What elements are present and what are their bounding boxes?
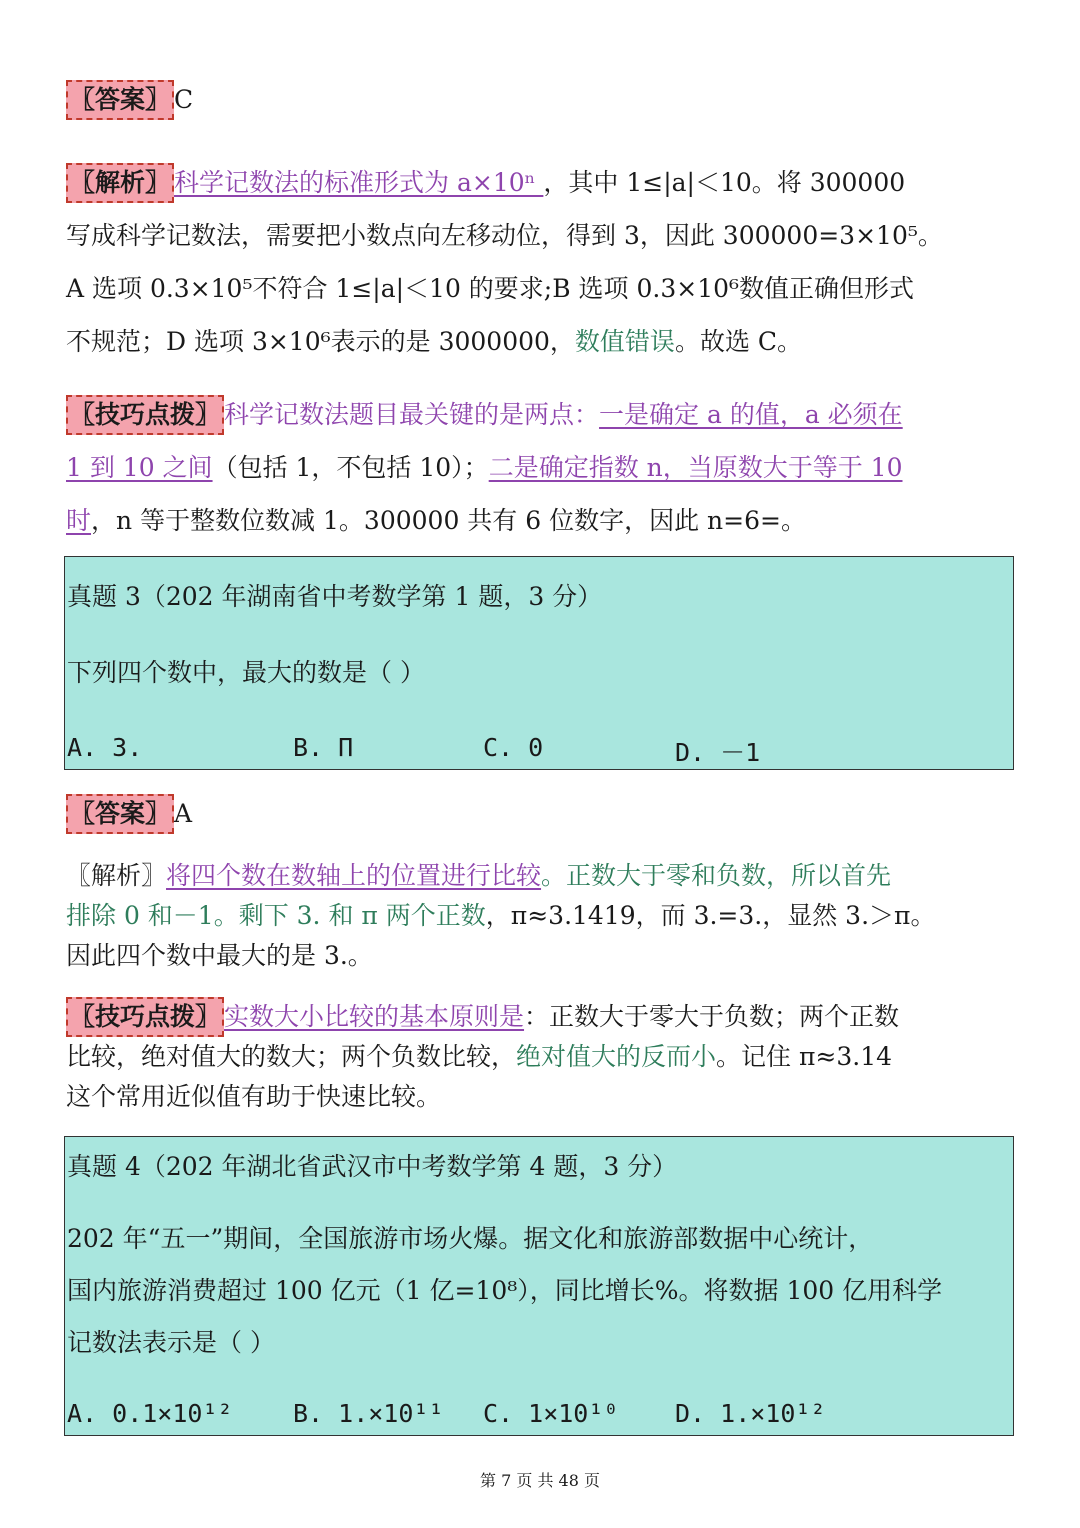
analysis-highlight: 科学记数法的标准形式为 a×10ⁿ [174,168,544,197]
question-box-4 [64,1136,1014,1436]
tip-underline: 时 [66,506,92,535]
answer-line-2 [66,794,1016,834]
question-stem: 记数法表示是（ ） [67,1328,275,1357]
tip-underline: 一是确定 a 的值，a 必须在 [599,400,903,429]
answer-value: C [174,85,194,114]
page-footer: 第 7 页 共 48 页 [480,1471,600,1490]
tip-text: ，n 等于整数位数减 1。300000 共有 6 位数字，因此 n=6=。 [91,506,806,535]
question-stem: 下列四个数中，最大的数是（ ） [67,658,425,687]
tip-text: 比较，绝对值大的数大；两个负数比较， [66,1042,517,1071]
question-title: 真题 3（202 年湖南省中考数学第 1 题，3 分） [67,582,603,611]
analysis-green: 。正数大于零和负数，所以首先 [541,861,892,890]
question-stem: 202 年“五一”期间，全国旅游市场火爆。据文化和旅游部数据中心统计， [67,1224,874,1253]
tip-2 [66,997,1016,1117]
analysis-text: 不规范；D 选项 3×10⁶表示的是 3000000， [66,327,575,356]
tip-tag: 〖技巧点拨〗 [66,395,224,435]
tip-green: 绝对值大的反而小 [516,1042,717,1071]
tip-text: （包括 1，不包括 10）； [212,453,489,482]
option-d: D. 1.×10¹² [675,1399,826,1428]
answer-tag: 〖答案〗 [66,80,174,120]
analysis-green: 数值错误 [574,327,675,356]
analysis-text: 因此四个数中最大的是 3.。 [66,941,373,970]
question-stem: 国内旅游消费超过 100 亿元（1 亿=10⁸），同比增长%。将数据 100 亿用科学 [67,1276,943,1305]
tip-text: 科学记数法题目最关键的是两点： [224,400,600,429]
option-d: D. －1 [675,738,761,767]
option-a: A. 3. [67,733,143,762]
tip-tag: 〖技巧点拨〗 [66,997,224,1037]
tip-text: 这个常用近似值有助于快速比较。 [66,1082,442,1111]
option-b: B. Π [293,733,354,762]
analysis-2 [66,856,1016,976]
tip-text: ：正数大于零大于负数；两个正数 [524,1002,900,1031]
question-box-3 [64,556,1014,770]
analysis-text: A 选项 0.3×10⁵不符合 1≤|a|＜10 的要求;B 选项 0.3×10⁶数值正确但形式 [66,274,915,303]
analysis-text: 写成科学记数法，需要把小数点向左移动位，得到 3，因此 300000=3×10⁵。 [66,221,943,250]
option-a: A. 0.1×10¹² [67,1399,233,1428]
analysis-text: 。故选 C。 [674,327,803,356]
option-c: C. 1×10¹⁰ [483,1399,619,1428]
analysis-text: ，其中 1≤|a|＜10。将 300000 [543,168,906,197]
analysis-1 [66,156,1016,368]
answer-value: A [174,799,193,828]
analysis-text: ，π≈3.1419，而 3.=3.，显然 3.＞π。 [485,901,936,930]
option-c: C. 0 [483,733,544,762]
analysis-green: 排除 0 和－1。剩下 3. 和 π 两个正数 [66,901,486,930]
tip-underline: 1 到 10 之间 [66,453,213,482]
question-title: 真题 4（202 年湖北省武汉市中考数学第 4 题，3 分） [67,1152,678,1181]
answer-line-1 [66,80,1016,120]
tip-1 [66,388,1016,547]
tip-underline: 实数大小比较的基本原则是 [224,1002,525,1031]
answer-tag: 〖答案〗 [66,794,174,834]
analysis-tag: 〖解析〗 [66,861,167,890]
option-b: B. 1.×10¹¹ [293,1399,444,1428]
analysis-underline: 将四个数在数轴上的位置进行比较 [166,861,542,890]
tip-underline: 二是确定指数 n，当原数大于等于 10 [488,453,903,482]
analysis-tag: 〖解析〗 [66,163,174,203]
tip-text: 。记住 π≈3.14 [716,1042,893,1071]
